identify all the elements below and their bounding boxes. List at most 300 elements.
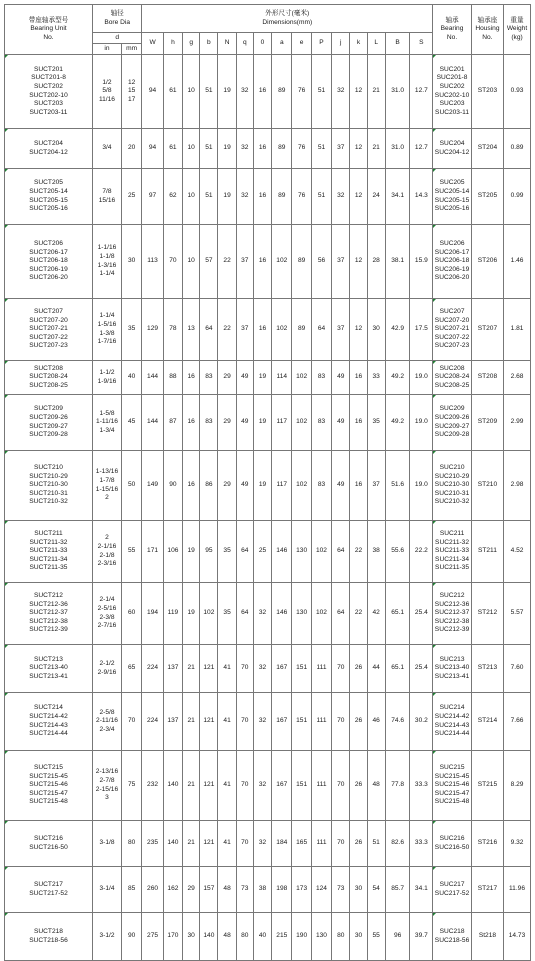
dim-col-P: P: [311, 33, 331, 55]
dimension-cell: 83: [200, 361, 218, 395]
unit-no-cell: SUCT213 SUCT213-40 SUCT213-41: [5, 645, 93, 693]
housing-no-cell: ST211: [471, 521, 503, 583]
dimension-cell: 56: [311, 225, 331, 299]
dimension-cell: 30: [350, 867, 367, 913]
dimension-cell: 19.0: [410, 361, 433, 395]
dimension-cell: 140: [163, 751, 182, 821]
dimension-cell: 121: [200, 821, 218, 867]
dimension-cell: 102: [292, 451, 311, 521]
dimension-cell: 102: [311, 521, 331, 583]
dimension-cell: 55.6: [385, 521, 410, 583]
bearing-no-cell: SUC213 SUC213-40 SUC213-41: [433, 645, 472, 693]
dimension-cell: 10: [183, 169, 200, 225]
bore-mm-cell: 75: [121, 751, 141, 821]
weight-cell: 0.93: [504, 55, 531, 129]
dimension-cell: 54: [367, 867, 385, 913]
dimension-cell: 35: [218, 583, 236, 645]
dimension-cell: 57: [200, 225, 218, 299]
dimension-cell: 70: [236, 821, 253, 867]
dimension-cell: 64: [236, 521, 253, 583]
bearing-no-cell: SUC215 SUC215-45 SUC215-46 SUC215-47 SUC215-48: [433, 751, 472, 821]
bore-inch-cell: 2-13/16 2-7/8 2-15/16 3: [92, 751, 121, 821]
bearing-no-cell: SUC217 SUC217-52: [433, 867, 472, 913]
dimension-cell: 13: [183, 299, 200, 361]
dimension-cell: 51: [367, 821, 385, 867]
table-row: [5, 751, 531, 821]
bore-inch-cell: 2 2-1/16 2-1/8 2-3/16: [92, 521, 121, 583]
dimension-cell: 111: [311, 751, 331, 821]
weight-cell: 11.96: [504, 867, 531, 913]
bore-mm-cell: 25: [121, 169, 141, 225]
bearing-no-cell: SUC211 SUC211-32 SUC211-33 SUC211-34 SUC211-35: [433, 521, 472, 583]
dimension-cell: 30: [183, 913, 200, 961]
dimension-cell: 137: [163, 693, 182, 751]
dimension-cell: 12: [350, 55, 367, 129]
dimension-cell: 29: [218, 395, 236, 451]
dimension-cell: 95: [200, 521, 218, 583]
dimension-cell: 83: [311, 361, 331, 395]
dimension-cell: 29: [218, 361, 236, 395]
unit-no-cell: SUCT215 SUCT215-45 SUCT215-46 SUCT215-47 SUCT215-48: [5, 751, 93, 821]
dimension-cell: 37: [332, 299, 350, 361]
weight-cell: 5.57: [504, 583, 531, 645]
dimension-cell: 32: [236, 169, 253, 225]
dimension-cell: 49: [332, 451, 350, 521]
housing-no-cell: St218: [471, 913, 503, 961]
dimension-cell: 26: [350, 821, 367, 867]
dimension-cell: 38.1: [385, 225, 410, 299]
dimension-cell: 111: [311, 821, 331, 867]
housing-no-cell: ST213: [471, 645, 503, 693]
dimension-cell: 137: [163, 645, 182, 693]
housing-no-cell: ST203: [471, 55, 503, 129]
spec-table-container: [4, 4, 531, 961]
dimension-cell: 94: [142, 55, 163, 129]
dimension-cell: 49.2: [385, 361, 410, 395]
bearing-no-cell: SUC212 SUC212-36 SUC212-37 SUC212-38 SUC212-39: [433, 583, 472, 645]
dimension-cell: 16: [253, 169, 271, 225]
dimension-cell: 34.1: [385, 169, 410, 225]
bore-mm-cell: 50: [121, 451, 141, 521]
dimension-cell: 48: [367, 751, 385, 821]
dimension-cell: 90: [163, 451, 182, 521]
housing-no-cell: ST207: [471, 299, 503, 361]
bearing-spec-table: [4, 4, 531, 961]
dimension-cell: 70: [163, 225, 182, 299]
dimension-cell: 42: [367, 583, 385, 645]
dimension-cell: 102: [311, 583, 331, 645]
dimension-cell: 19: [253, 395, 271, 451]
dim-col-0: 0: [253, 33, 271, 55]
bearing-no-cell: SUC214 SUC214-42 SUC214-43 SUC214-44: [433, 693, 472, 751]
dimension-cell: 83: [200, 395, 218, 451]
bore-header: 轴径 Bore Dia: [92, 5, 141, 33]
dimension-cell: 224: [142, 645, 163, 693]
dim-col-a: a: [272, 33, 292, 55]
dimension-cell: 151: [292, 645, 311, 693]
dimension-cell: 15.9: [410, 225, 433, 299]
dimension-cell: 41: [218, 821, 236, 867]
dimension-cell: 12.7: [410, 55, 433, 129]
dimension-cell: 62: [163, 169, 182, 225]
dimension-cell: 12.7: [410, 129, 433, 169]
dimension-cell: 117: [272, 395, 292, 451]
dimension-cell: 113: [142, 225, 163, 299]
dimension-cell: 30: [367, 299, 385, 361]
dimension-cell: 121: [200, 751, 218, 821]
bore-mm-cell: 45: [121, 395, 141, 451]
bearing-no-cell: SUC207 SUC207-20 SUC207-21 SUC207-22 SUC207-23: [433, 299, 472, 361]
dimension-cell: 88: [163, 361, 182, 395]
dimension-cell: 146: [272, 583, 292, 645]
dim-col-B: B: [385, 33, 410, 55]
unit-no-cell: SUCT201 SUCT201-8 SUCT202 SUCT202-10 SUCT203 SUCT203-11: [5, 55, 93, 129]
table-row: [5, 169, 531, 225]
bore-inch-cell: 7/8 15/16: [92, 169, 121, 225]
bearing-header: 轴承 Bearing No.: [433, 5, 472, 55]
dimension-cell: 32: [253, 583, 271, 645]
bore-mm-cell: 20: [121, 129, 141, 169]
dimension-cell: 29: [218, 451, 236, 521]
dimension-cell: 70: [332, 645, 350, 693]
bearing-no-cell: SUC204 SUC204-12: [433, 129, 472, 169]
dimension-cell: 70: [236, 693, 253, 751]
dimension-cell: 64: [236, 583, 253, 645]
weight-cell: 14.73: [504, 913, 531, 961]
dimension-cell: 70: [332, 821, 350, 867]
housing-no-cell: ST216: [471, 821, 503, 867]
dimension-cell: 24: [367, 169, 385, 225]
table-row: [5, 821, 531, 867]
bore-mm-cell: 30: [121, 225, 141, 299]
dimension-cell: 151: [292, 751, 311, 821]
dimension-cell: 41: [218, 751, 236, 821]
table-row: [5, 299, 531, 361]
housing-header: 轴承座 Housing No.: [471, 5, 503, 55]
weight-cell: 0.89: [504, 129, 531, 169]
dimension-cell: 49: [332, 395, 350, 451]
housing-no-cell: ST215: [471, 751, 503, 821]
dimension-cell: 21: [183, 821, 200, 867]
bearing-no-cell: SUC210 SUC210-29 SUC210-30 SUC210-31 SUC210-32: [433, 451, 472, 521]
weight-cell: 2.99: [504, 395, 531, 451]
dimension-cell: 48: [218, 867, 236, 913]
bore-symbol: d: [92, 33, 141, 44]
dimension-cell: 65.1: [385, 583, 410, 645]
dimension-cell: 35: [218, 521, 236, 583]
dimension-cell: 32: [236, 55, 253, 129]
dimension-cell: 73: [236, 867, 253, 913]
dimension-cell: 16: [350, 361, 367, 395]
dimension-cell: 32: [253, 821, 271, 867]
weight-header: 重量 Weight (kg): [504, 5, 531, 55]
dimension-cell: 130: [292, 521, 311, 583]
dimension-cell: 21: [183, 751, 200, 821]
weight-cell: 1.81: [504, 299, 531, 361]
dimension-cell: 26: [350, 693, 367, 751]
bore-inch-cell: 2-5/8 2-11/16 2-3/4: [92, 693, 121, 751]
table-row: [5, 521, 531, 583]
dimension-cell: 140: [163, 821, 182, 867]
dimension-cell: 31.0: [385, 55, 410, 129]
dimension-cell: 194: [142, 583, 163, 645]
dimension-cell: 102: [200, 583, 218, 645]
dimension-cell: 51: [200, 129, 218, 169]
table-row: [5, 129, 531, 169]
dim-col-g: g: [183, 33, 200, 55]
dimension-cell: 151: [292, 693, 311, 751]
dimension-cell: 87: [163, 395, 182, 451]
dimension-cell: 76: [292, 55, 311, 129]
table-row: [5, 645, 531, 693]
bearing-no-cell: SUC201 SUC201-8 SUC202 SUC202-10 SUC203 SUC203-11: [433, 55, 472, 129]
dimension-cell: 102: [292, 361, 311, 395]
dim-col-S: S: [410, 33, 433, 55]
table-row: [5, 225, 531, 299]
dimension-cell: 16: [253, 299, 271, 361]
dimension-cell: 61: [163, 55, 182, 129]
weight-cell: 7.60: [504, 645, 531, 693]
unit-no-cell: SUCT209 SUCT209-26 SUCT209-27 SUCT209-28: [5, 395, 93, 451]
bearing-no-cell: SUC208 SUC208-24 SUC208-25: [433, 361, 472, 395]
dimension-cell: 64: [200, 299, 218, 361]
dimension-cell: 80: [236, 913, 253, 961]
dimension-cell: 19.0: [410, 395, 433, 451]
dimension-cell: 49: [236, 361, 253, 395]
dimension-cell: 76: [292, 129, 311, 169]
table-row: [5, 867, 531, 913]
dimension-cell: 21: [183, 645, 200, 693]
dimension-cell: 41: [218, 693, 236, 751]
dimension-cell: 12: [350, 225, 367, 299]
weight-cell: 1.46: [504, 225, 531, 299]
dimension-cell: 70: [236, 645, 253, 693]
bearing-no-cell: SUC206 SUC206-17 SUC206-18 SUC206-19 SUC206-20: [433, 225, 472, 299]
dimension-cell: 64: [311, 299, 331, 361]
bore-inch-cell: 3-1/4: [92, 867, 121, 913]
dim-col-N: N: [218, 33, 236, 55]
dimension-cell: 30.2: [410, 693, 433, 751]
housing-no-cell: ST210: [471, 451, 503, 521]
bore-inch-cell: 1-1/4 1-5/16 1-3/8 1-7/16: [92, 299, 121, 361]
dimension-cell: 165: [292, 821, 311, 867]
bore-inch-cell: 1-1/16 1-1/8 1-3/16 1-1/4: [92, 225, 121, 299]
dimension-cell: 32: [332, 55, 350, 129]
dimension-cell: 32: [253, 645, 271, 693]
dimension-cell: 19: [183, 583, 200, 645]
dimension-cell: 22: [218, 299, 236, 361]
bore-mm-cell: 60: [121, 583, 141, 645]
dimension-cell: 89: [272, 129, 292, 169]
dimension-cell: 224: [142, 693, 163, 751]
dimension-cell: 25.4: [410, 583, 433, 645]
dimension-cell: 19.0: [410, 451, 433, 521]
unit-no-cell: SUCT216 SUCT216-50: [5, 821, 93, 867]
bearing-no-cell: SUC205 SUC205-14 SUC205-15 SUC205-16: [433, 169, 472, 225]
dimension-cell: 19: [218, 169, 236, 225]
unit-no-cell: SUCT210 SUCT210-29 SUCT210-30 SUCT210-31 SUCT210-32: [5, 451, 93, 521]
dimension-cell: 32: [253, 751, 271, 821]
dimension-cell: 19: [183, 521, 200, 583]
dimension-cell: 83: [311, 451, 331, 521]
bore-mm-cell: 55: [121, 521, 141, 583]
dimension-cell: 22: [218, 225, 236, 299]
dimension-cell: 22: [350, 521, 367, 583]
dimension-cell: 16: [183, 361, 200, 395]
dimension-cell: 17.5: [410, 299, 433, 361]
dimension-cell: 149: [142, 451, 163, 521]
dimension-cell: 10: [183, 55, 200, 129]
dimension-cell: 38: [253, 867, 271, 913]
dim-col-e: e: [292, 33, 311, 55]
dimension-cell: 64: [332, 583, 350, 645]
dim-col-q: q: [236, 33, 253, 55]
dimension-cell: 76: [292, 169, 311, 225]
dimension-cell: 37: [367, 451, 385, 521]
dimension-cell: 37: [236, 225, 253, 299]
bore-inch-cell: 1-1/2 1-9/16: [92, 361, 121, 395]
dimension-cell: 184: [272, 821, 292, 867]
dimension-cell: 38: [367, 521, 385, 583]
dimension-cell: 64: [332, 521, 350, 583]
dimension-cell: 30: [350, 913, 367, 961]
housing-no-cell: ST204: [471, 129, 503, 169]
dimension-cell: 14.3: [410, 169, 433, 225]
dimension-cell: 97: [142, 169, 163, 225]
dimension-cell: 190: [292, 913, 311, 961]
dimension-cell: 77.8: [385, 751, 410, 821]
bore-mm-cell: 80: [121, 821, 141, 867]
dimension-cell: 78: [163, 299, 182, 361]
dimension-cell: 22.2: [410, 521, 433, 583]
unit-no-cell: SUCT208 SUCT208-24 SUCT208-25: [5, 361, 93, 395]
dimension-cell: 73: [332, 867, 350, 913]
dimension-cell: 130: [311, 913, 331, 961]
unit-no-cell: SUCT206 SUCT206-17 SUCT206-18 SUCT206-19 SUCT206-20: [5, 225, 93, 299]
dimension-cell: 33.3: [410, 821, 433, 867]
housing-no-cell: ST212: [471, 583, 503, 645]
bore-mm-cell: 35: [121, 299, 141, 361]
table-row: [5, 913, 531, 961]
dimension-cell: 21: [367, 129, 385, 169]
unit-no-cell: SUCT217 SUCT217-52: [5, 867, 93, 913]
dim-col-k: k: [350, 33, 367, 55]
dimension-cell: 16: [350, 451, 367, 521]
weight-cell: 7.66: [504, 693, 531, 751]
dimension-cell: 12: [350, 299, 367, 361]
unit-no-cell: SUCT218 SUCT218-56: [5, 913, 93, 961]
dimension-cell: 37: [332, 225, 350, 299]
dimension-cell: 25.4: [410, 645, 433, 693]
dimension-cell: 275: [142, 913, 163, 961]
dimension-cell: 34.1: [410, 867, 433, 913]
dimension-cell: 119: [163, 583, 182, 645]
dimension-cell: 140: [200, 913, 218, 961]
dimension-cell: 40: [253, 913, 271, 961]
bore-inch-cell: 3-1/2: [92, 913, 121, 961]
dimension-cell: 82.6: [385, 821, 410, 867]
dimension-cell: 170: [163, 913, 182, 961]
weight-cell: 0.99: [504, 169, 531, 225]
bore-mm-cell: 65: [121, 645, 141, 693]
dimension-cell: 51: [311, 129, 331, 169]
dimension-cell: 32: [332, 169, 350, 225]
bore-mm-cell: 90: [121, 913, 141, 961]
dimension-cell: 32: [253, 693, 271, 751]
dimension-cell: 144: [142, 395, 163, 451]
dimension-cell: 173: [292, 867, 311, 913]
unit-no-cell: SUCT207 SUCT207-20 SUCT207-21 SUCT207-22 SUCT207-23: [5, 299, 93, 361]
dimension-cell: 198: [272, 867, 292, 913]
dimension-cell: 26: [350, 751, 367, 821]
dimension-cell: 146: [272, 521, 292, 583]
unit-no-cell: SUCT212 SUCT212-36 SUCT212-37 SUCT212-38 SUCT212-39: [5, 583, 93, 645]
bore-inch-cell: 2-1/4 2-5/16 2-3/8 2-7/16: [92, 583, 121, 645]
dimension-cell: 51: [311, 169, 331, 225]
bearing-no-cell: SUC218 SUC218-56: [433, 913, 472, 961]
dimension-cell: 162: [163, 867, 182, 913]
table-row: [5, 451, 531, 521]
dimension-cell: 21: [183, 693, 200, 751]
dimension-cell: 167: [272, 751, 292, 821]
dimension-cell: 171: [142, 521, 163, 583]
dimension-cell: 86: [200, 451, 218, 521]
bore-mm-cell: 12 15 17: [121, 55, 141, 129]
dimension-cell: 121: [200, 693, 218, 751]
unit-header: 带座轴承型号 Bearing Unit No.: [5, 5, 93, 55]
dimension-cell: 215: [272, 913, 292, 961]
dim-col-b: b: [200, 33, 218, 55]
unit-no-cell: SUCT204 SUCT204-12: [5, 129, 93, 169]
dimension-cell: 102: [292, 395, 311, 451]
dimension-cell: 70: [236, 751, 253, 821]
dimension-cell: 144: [142, 361, 163, 395]
dimension-cell: 46: [367, 693, 385, 751]
dimension-cell: 19: [253, 361, 271, 395]
dimension-cell: 83: [311, 395, 331, 451]
dimension-cell: 106: [163, 521, 182, 583]
dimension-cell: 111: [311, 645, 331, 693]
dimension-cell: 89: [292, 299, 311, 361]
dimension-cell: 16: [253, 129, 271, 169]
dimension-cell: 117: [272, 451, 292, 521]
weight-cell: 4.52: [504, 521, 531, 583]
dimension-cell: 49: [332, 361, 350, 395]
housing-no-cell: ST206: [471, 225, 503, 299]
table-row: [5, 361, 531, 395]
dimension-cell: 16: [183, 395, 200, 451]
bore-inch-cell: 2-1/2 2-9/16: [92, 645, 121, 693]
dimension-cell: 129: [142, 299, 163, 361]
housing-no-cell: ST205: [471, 169, 503, 225]
unit-no-cell: SUCT205 SUCT205-14 SUCT205-15 SUCT205-16: [5, 169, 93, 225]
dimension-cell: 32: [236, 129, 253, 169]
dimension-cell: 31.0: [385, 129, 410, 169]
bore-mm-header: mm: [121, 44, 141, 55]
dimension-cell: 96: [385, 913, 410, 961]
dimension-cell: 74.6: [385, 693, 410, 751]
dimension-cell: 22: [350, 583, 367, 645]
bore-mm-cell: 70: [121, 693, 141, 751]
dimension-cell: 19: [218, 129, 236, 169]
dimension-cell: 48: [218, 913, 236, 961]
housing-no-cell: ST208: [471, 361, 503, 395]
dimension-cell: 89: [272, 169, 292, 225]
dimension-cell: 37: [332, 129, 350, 169]
dimension-cell: 21: [367, 55, 385, 129]
dimension-cell: 65.1: [385, 645, 410, 693]
bearing-no-cell: SUC209 SUC209-26 SUC209-27 SUC209-28: [433, 395, 472, 451]
